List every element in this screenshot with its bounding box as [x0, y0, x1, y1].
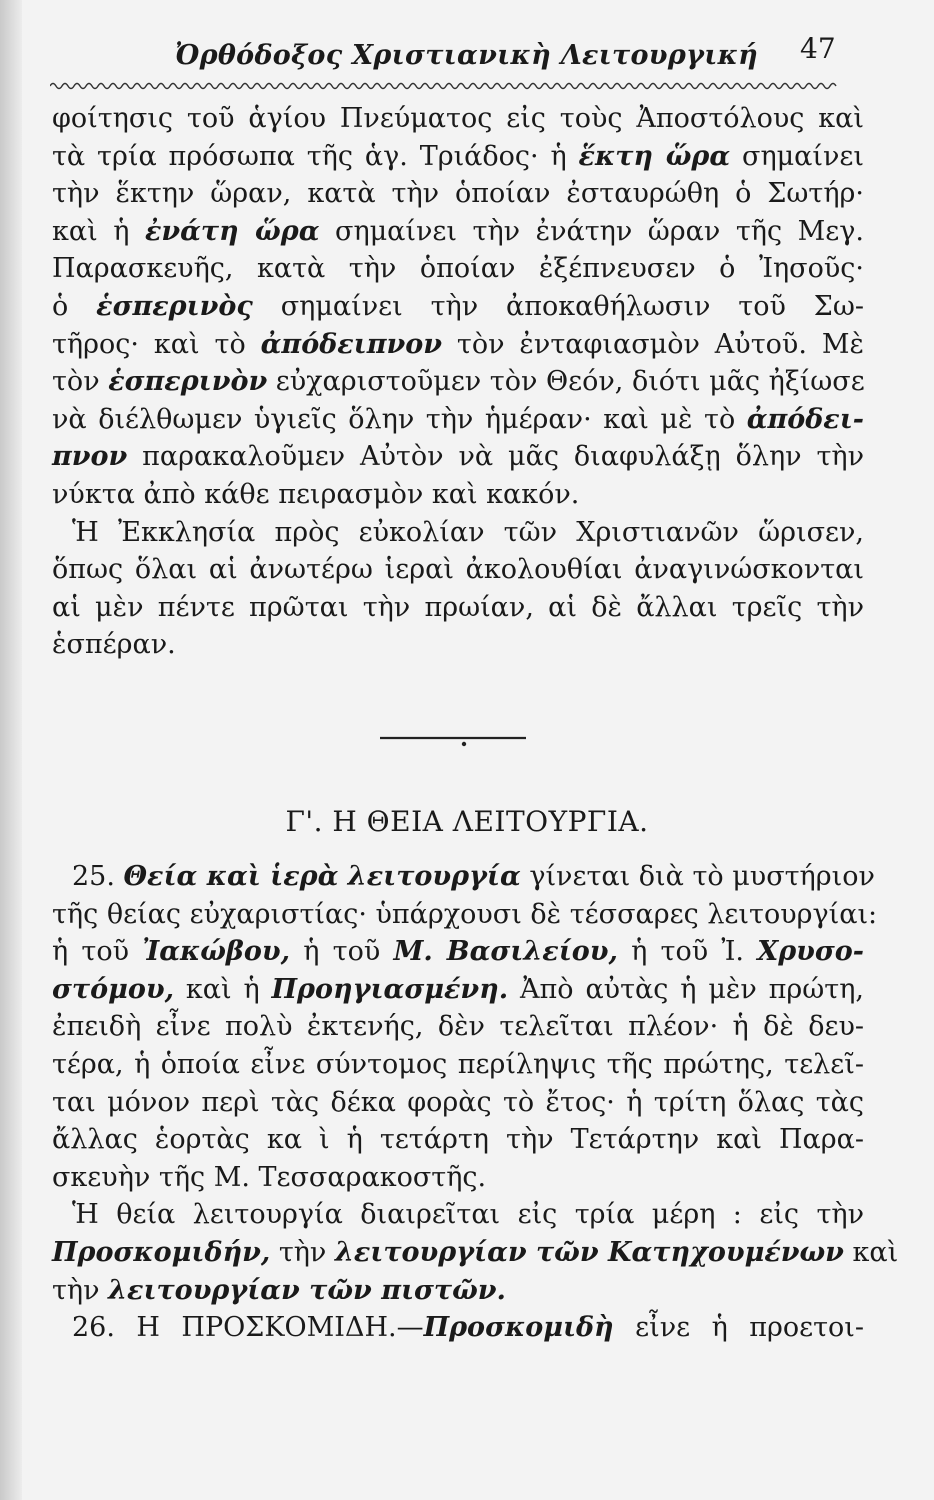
emphasis-sixth-hour: ἕκτη ὥρα [578, 140, 731, 172]
emphasis-divine-liturgy: Θεία καὶ ἱερὰ λειτουργία [123, 861, 521, 892]
wavy-header-rule [50, 80, 840, 92]
text-line: καὶ ἡ ἐνάτη ὥρα σημαίνει τὴν ἐνάτην ὥραν τῆς Μεγ. [52, 215, 864, 247]
text-line: Ἡ θεία λειτουργία διαιρεῖται εἰς τρία μέρη : εἰς τὴν [72, 1199, 864, 1231]
emphasis-vespers: ἑσπερινὸς [96, 290, 253, 322]
text-line: ἡ τοῦ Ἰακώβου, ἡ τοῦ Μ. Βασιλείου, ἡ τοῦ Ἰ. Χρυσο- [52, 936, 865, 968]
emphasis-presanctified: Προηγιασμένη. [271, 973, 509, 1005]
page-header [0, 28, 934, 78]
emphasis-basil: Μ. Βασιλείου, [393, 936, 618, 968]
text-line: ὁ ἑσπερινὸς σημαίνει τὴν ἀποκαθήλωσιν τοῦ Σω- [52, 290, 864, 322]
text-line: τὴν ἕκτην ὥραν, κατὰ τὴν ὁποίαν ἐσταυρώθη ὁ Σωτήρ· [52, 178, 864, 210]
text-line: 26. Η ΠΡΟΣΚΟΜΙΔΗ.—Προσκομιδὴ εἶνε ἡ προετοι- [72, 1312, 864, 1344]
text-line: ται μόνον περὶ τὰς δέκα φορὰς τὸ ἔτος· ἡ τρίτη ὅλας τὰς [52, 1086, 864, 1118]
text-line: Παρασκευῆς, κατὰ τὴν ὁποίαν ἐξέπνευσεν ὁ Ἰησοῦς· [52, 253, 864, 285]
text-line: ὅπως ὅλαι αἱ ἀνωτέρω ἱεραὶ ἀκολουθίαι ἀναγινώσκονται [52, 554, 864, 586]
text-line: σκευὴν τῆς Μ. Τεσσαρακοστῆς. [52, 1161, 487, 1193]
text-line: Ἡ Ἐκκλησία πρὸς εὐκολίαν τῶν Χριστιανῶν ὥρισεν, [72, 516, 864, 548]
page-spine-shadow [0, 0, 22, 1500]
text-line: τὰ τρία πρόσωπα τῆς ἁγ. Τριάδος· ἡ ἕκτη ὥρα σημαίνει [52, 140, 864, 172]
section-heading: Γ'. Η ΘΕΙΑ ΛΕΙΤΟΥΡΓΙΑ. [285, 805, 649, 838]
text-line: στόμου, καὶ ἡ Προηγιασμένη. Ἀπὸ αὐτὰς ἡ μὲν πρώτη, [52, 973, 865, 1005]
section-separator [380, 730, 530, 750]
emphasis-proskomide: Προσκομιδήν, [52, 1236, 271, 1268]
emphasis-chrysostom: Χρυσο- [757, 936, 865, 968]
emphasis-compline-2-cont: πνον [52, 441, 128, 473]
text-line: τῆρος· καὶ τὸ ἀπόδειπνον τὸν ἐνταφιασμὸν Αὐτοῦ. Μὲ [52, 328, 864, 360]
text-line: ἑσπέραν. [52, 629, 176, 661]
emphasis-catechumens: λειτουργίαν τῶν Κατηχουμένων [334, 1236, 844, 1268]
text-line: φοίτησις τοῦ ἁγίου Πνεύματος εἰς τοὺς Ἀποστόλους καὶ [52, 103, 864, 134]
text-line: τέρα, ἡ ὁποία εἶνε σύντομος περίληψις τῆς πρώτης, τελεῖ- [52, 1048, 864, 1080]
text-line: αἱ μὲν πέντε πρῶται τὴν πρωίαν, αἱ δὲ ἄλλαι τρεῖς τὴν [52, 591, 864, 623]
text-line: πνον παρακαλοῦμεν Αὐτὸν νὰ μᾶς διαφυλάξῃ ὅλην τὴν [52, 441, 864, 473]
emphasis-chrysostom-cont: στόμου, [52, 973, 174, 1005]
text-line: τῆς θείας εὐχαριστίας· ὑπάρχουσι δὲ τέσσαρες λειτουργίαι: [52, 898, 878, 930]
emphasis-james: Ἰακώβου, [142, 936, 291, 968]
text-line: νὰ διέλθωμεν ὑγιεῖς ὅλην τὴν ἡμέραν· καὶ μὲ τὸ ἀπόδει- [52, 403, 864, 435]
emphasis-vespers-2: ἑσπερινὸν [108, 366, 268, 398]
emphasis-ninth-hour: ἐνάτη ὥρα [144, 215, 320, 247]
text-line: τὴν λειτουργίαν τῶν πιστῶν. [52, 1274, 506, 1306]
emphasis-compline: ἀπόδειπνον [260, 328, 442, 360]
paragraph-liturgy [52, 858, 899, 1347]
emphasis-compline-2: ἀπόδει- [746, 403, 864, 435]
text-line: τὸν ἑσπερινὸν εὐχαριστοῦμεν τὸν Θεόν, διότι μᾶς ἠξίωσε [52, 366, 865, 398]
paragraph-hours [52, 100, 864, 664]
text-line: 25. Θεία καὶ ἱερὰ λειτουργία γίνεται διὰ τὸ μυστήριον [72, 861, 875, 892]
page-number: 47 [800, 32, 836, 65]
text-line: Προσκομιδήν, τὴν λειτουργίαν τῶν Κατηχουμένων καὶ [52, 1236, 899, 1268]
text-line: νύκτα ἀπὸ κάθε πειρασμὸν καὶ κακόν. [52, 478, 580, 510]
emphasis-proskomide-2: Προσκομιδὴ [423, 1312, 614, 1344]
emphasis-faithful: λειτουργίαν τῶν πιστῶν. [108, 1274, 506, 1306]
running-title: Ὀρθόδοξος Χριστιανικὴ Λειτουργική [175, 40, 759, 71]
text-line: ἐπειδὴ εἶνε πολὺ ἐκτενής, δὲν τελεῖται πλέον· ἡ δὲ δευ- [52, 1011, 864, 1043]
text-line: ἄλλας ἑορτὰς κα ὶ ἡ τετάρτη τὴν Τετάρτην καὶ Παρα- [52, 1124, 864, 1156]
